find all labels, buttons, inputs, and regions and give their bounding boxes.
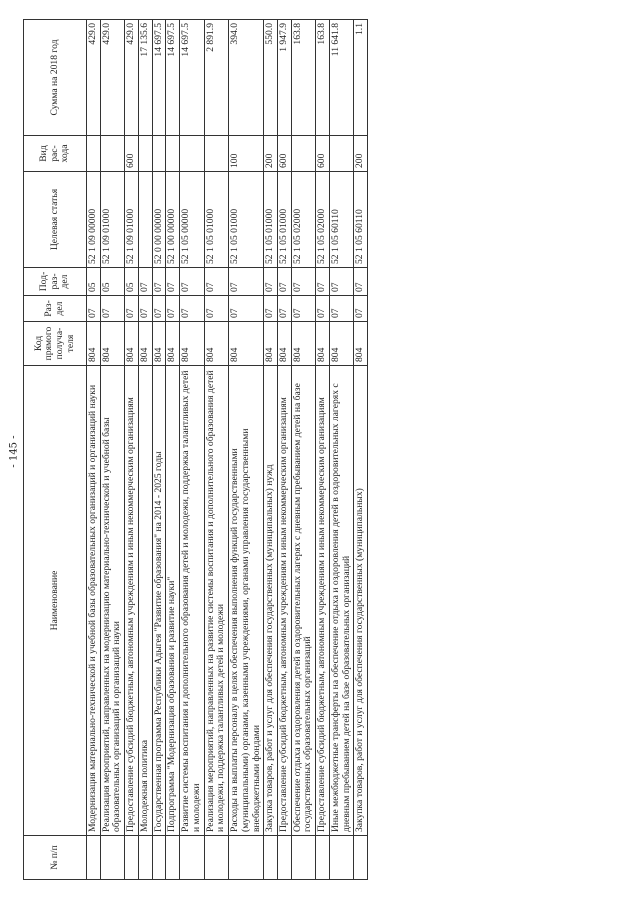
cell-name: Предоставление субсидий бюджетным, автономным учреждениям и иным некоммерческим организациям — [125, 366, 139, 836]
cell-num — [291, 836, 315, 880]
cell-amount: 163.8 — [291, 20, 315, 136]
cell-expense-type — [166, 136, 180, 172]
table-row — [138, 20, 152, 880]
cell-recipient-code: 804 — [125, 322, 139, 366]
cell-subsection: 07 — [152, 268, 166, 296]
cell-name: Иные межбюджетные трансферты на обеспечение отдыха и оздоровления детей в оздоровительных лагерях с дневным пребыванием детей на базе образовательных организаций — [329, 366, 353, 836]
cell-subsection: 07 — [138, 268, 152, 296]
cell-amount: 429.0 — [125, 20, 139, 136]
header-section: Раз-дел — [24, 296, 87, 322]
cell-target-article: 52 1 09 01000 — [100, 172, 124, 268]
cell-section: 07 — [166, 296, 180, 322]
cell-recipient-code: 804 — [87, 322, 101, 366]
cell-recipient-code: 804 — [291, 322, 315, 366]
cell-subsection: 07 — [166, 268, 180, 296]
cell-subsection: 05 — [87, 268, 101, 296]
table-row — [329, 20, 353, 880]
cell-name: Реализация мероприятий, направленных на развитие системы воспитания и дополнительного образования детей и молодежи, поддержка талантливых детей и молодежи — [204, 366, 228, 836]
table-row — [125, 20, 139, 880]
cell-num — [204, 836, 228, 880]
cell-subsection: 07 — [229, 268, 264, 296]
cell-subsection: 07 — [354, 268, 368, 296]
cell-amount: 429.0 — [87, 20, 101, 136]
cell-amount: 163.8 — [316, 20, 330, 136]
cell-amount: 1.1 — [354, 20, 368, 136]
cell-expense-type — [180, 136, 204, 172]
cell-subsection: 07 — [291, 268, 315, 296]
cell-name: Закупка товаров, работ и услуг для обеспечения государственных (муниципальных) нужд — [264, 366, 278, 836]
budget-table — [23, 19, 368, 880]
cell-subsection: 07 — [316, 268, 330, 296]
cell-recipient-code: 804 — [316, 322, 330, 366]
cell-recipient-code: 804 — [229, 322, 264, 366]
header-recipient-code: Код прямого получа-теля — [24, 322, 87, 366]
cell-recipient-code: 804 — [204, 322, 228, 366]
cell-section: 07 — [204, 296, 228, 322]
cell-num — [329, 836, 353, 880]
cell-section: 07 — [354, 296, 368, 322]
cell-expense-type: 100 — [229, 136, 264, 172]
cell-expense-type — [87, 136, 101, 172]
cell-num — [138, 836, 152, 880]
cell-amount: 1 947.9 — [278, 20, 292, 136]
cell-section: 07 — [138, 296, 152, 322]
cell-amount: 394.0 — [229, 20, 264, 136]
cell-recipient-code: 804 — [138, 322, 152, 366]
header-amount: Сумма на 2018 год — [24, 20, 87, 136]
cell-amount: 429.0 — [100, 20, 124, 136]
cell-name: Модернизация материально-технической и учебной базы образовательных организаций и организаций науки — [87, 366, 101, 836]
cell-expense-type — [291, 136, 315, 172]
cell-expense-type — [204, 136, 228, 172]
cell-subsection: 07 — [204, 268, 228, 296]
cell-target-article: 52 1 05 02000 — [291, 172, 315, 268]
cell-section: 07 — [316, 296, 330, 322]
header-name: Наименование — [24, 366, 87, 836]
cell-expense-type: 200 — [264, 136, 278, 172]
cell-target-article: 52 1 05 60110 — [329, 172, 353, 268]
cell-target-article: 52 0 00 00000 — [152, 172, 166, 268]
cell-section: 07 — [180, 296, 204, 322]
cell-amount: 14 697.5 — [152, 20, 166, 136]
table-row — [166, 20, 180, 880]
cell-expense-type — [138, 136, 152, 172]
cell-recipient-code: 804 — [100, 322, 124, 366]
cell-name: Обеспечение отдыха и оздоровления детей в оздоровительных лагерях с дневным пребыванием детей на базе государственных образовательных организаций — [291, 366, 315, 836]
cell-expense-type: 600 — [316, 136, 330, 172]
cell-target-article: 52 1 05 01000 — [278, 172, 292, 268]
cell-amount: 11 641.8 — [329, 20, 353, 136]
table-header — [24, 20, 87, 880]
header-subsection: Под-раз-дел — [24, 268, 87, 296]
cell-expense-type — [329, 136, 353, 172]
table-row — [87, 20, 101, 880]
table-row — [291, 20, 315, 880]
cell-section: 07 — [278, 296, 292, 322]
cell-target-article: 52 1 05 02000 — [316, 172, 330, 268]
header-num: № п/п — [24, 836, 87, 880]
cell-recipient-code: 804 — [354, 322, 368, 366]
cell-recipient-code: 804 — [329, 322, 353, 366]
table-row — [278, 20, 292, 880]
cell-num — [125, 836, 139, 880]
cell-section: 07 — [264, 296, 278, 322]
cell-section: 07 — [229, 296, 264, 322]
cell-amount: 550.0 — [264, 20, 278, 136]
cell-num — [152, 836, 166, 880]
cell-subsection: 07 — [329, 268, 353, 296]
cell-amount: 14 697.5 — [180, 20, 204, 136]
header-expense-type: Вид рас-хода — [24, 136, 87, 172]
cell-name: Расходы на выплаты персоналу в целях обеспечения выполнения функций государственными (муниципальными) органами, казенными учреждениями, органами управления государственными внебюджетными фондами — [229, 366, 264, 836]
cell-num — [316, 836, 330, 880]
cell-subsection: 07 — [278, 268, 292, 296]
cell-target-article: 52 1 09 00000 — [87, 172, 101, 268]
cell-recipient-code: 804 — [264, 322, 278, 366]
table-row — [100, 20, 124, 880]
table-row — [354, 20, 368, 880]
cell-recipient-code: 804 — [166, 322, 180, 366]
header-target-article: Целевая статья — [24, 172, 87, 268]
cell-num — [264, 836, 278, 880]
cell-section: 07 — [152, 296, 166, 322]
cell-amount: 17 135.6 — [138, 20, 152, 136]
cell-subsection: 07 — [264, 268, 278, 296]
cell-target-article: 52 1 05 01000 — [204, 172, 228, 268]
cell-section: 07 — [125, 296, 139, 322]
rotated-table-sheet — [23, 20, 628, 880]
table-row — [204, 20, 228, 880]
cell-name: Реализация мероприятий, направленных на модернизацию материально-технической и учебной базы образовательных организаций и организаций науки — [100, 366, 124, 836]
cell-expense-type — [152, 136, 166, 172]
table-row — [316, 20, 330, 880]
cell-num — [100, 836, 124, 880]
cell-target-article: 52 1 09 01000 — [125, 172, 139, 268]
cell-num — [166, 836, 180, 880]
cell-target-article: 52 1 05 01000 — [229, 172, 264, 268]
cell-target-article — [138, 172, 152, 268]
page-number: - 145 - — [8, 435, 20, 468]
cell-name: Предоставление субсидий бюджетным, автономным учреждениям и иным некоммерческим организациям — [278, 366, 292, 836]
cell-num — [180, 836, 204, 880]
cell-target-article: 52 1 00 00000 — [166, 172, 180, 268]
cell-section: 07 — [100, 296, 124, 322]
cell-section: 07 — [329, 296, 353, 322]
cell-expense-type: 600 — [278, 136, 292, 172]
cell-section: 07 — [291, 296, 315, 322]
table-row — [229, 20, 264, 880]
cell-name: Закупка товаров, работ и услуг для обеспечения государственных (муниципальных) — [354, 366, 368, 836]
cell-expense-type — [100, 136, 124, 172]
cell-name: Государственная программа Республики Адыгея "Развитие образования" на 2014 - 2025 годы — [152, 366, 166, 836]
cell-num — [87, 836, 101, 880]
cell-subsection: 07 — [180, 268, 204, 296]
cell-target-article: 52 1 05 60110 — [354, 172, 368, 268]
cell-name: Подпрограмма "Модернизация образования и развитие науки" — [166, 366, 180, 836]
cell-name: Молодежная политика — [138, 366, 152, 836]
cell-num — [229, 836, 264, 880]
cell-section: 07 — [87, 296, 101, 322]
table-body — [87, 20, 368, 880]
cell-amount: 2 891.9 — [204, 20, 228, 136]
cell-target-article: 52 1 05 00000 — [180, 172, 204, 268]
cell-recipient-code: 804 — [278, 322, 292, 366]
cell-name: Предоставление субсидий бюджетным, автономным учреждениям и иным некоммерческим организациям — [316, 366, 330, 836]
cell-num — [354, 836, 368, 880]
cell-subsection: 05 — [100, 268, 124, 296]
cell-name: Развитие системы воспитания и дополнительного образования детей и молодежи, поддержка талантливых детей и молодежи — [180, 366, 204, 836]
cell-target-article: 52 1 05 01000 — [264, 172, 278, 268]
cell-expense-type: 600 — [125, 136, 139, 172]
cell-recipient-code: 804 — [180, 322, 204, 366]
table-row — [264, 20, 278, 880]
cell-num — [278, 836, 292, 880]
cell-recipient-code: 804 — [152, 322, 166, 366]
table-row — [180, 20, 204, 880]
cell-expense-type: 200 — [354, 136, 368, 172]
cell-subsection: 05 — [125, 268, 139, 296]
cell-amount: 14 697.5 — [166, 20, 180, 136]
table-row — [152, 20, 166, 880]
